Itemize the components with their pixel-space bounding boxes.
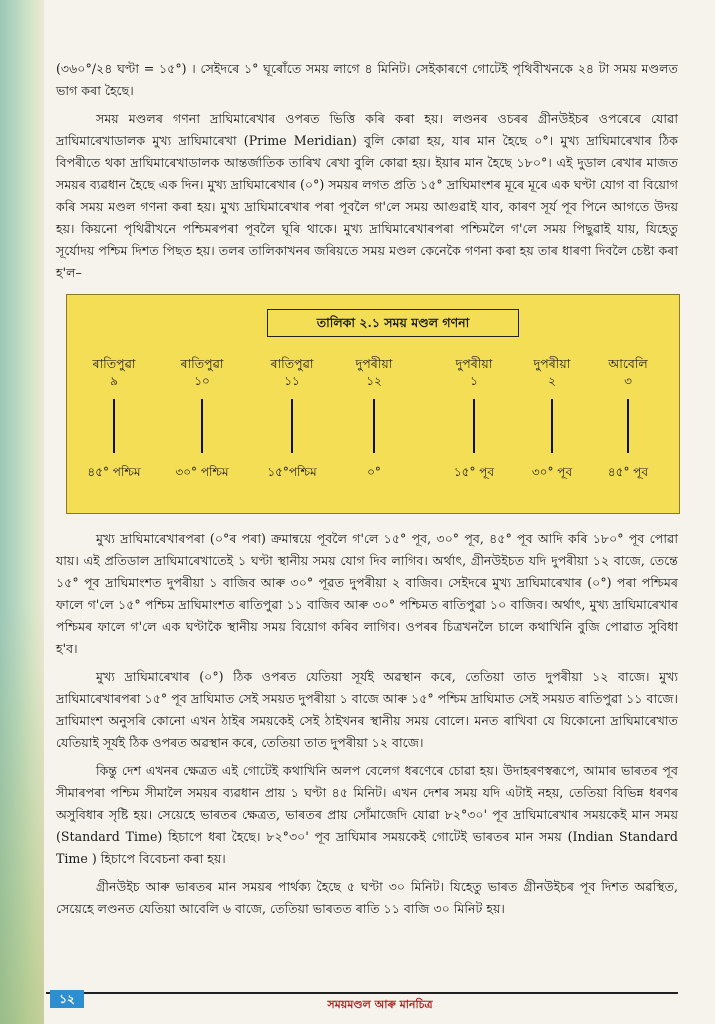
- table-column: [69, 355, 159, 505]
- table-column: [429, 355, 519, 505]
- paragraph-standard-time: কিন্তু দেশ এখনৰ ক্ষেত্ৰত এই গোটেই কথাখিনি অলপ বেলেগ ধৰণেৰে চোৱা হয়। উদাহৰণস্বৰূপে, আমাৰ ভাৰতৰ পূব সীমাৰপৰা পশ্চিম সীমালৈ সময়ৰ ব্যৱধান প্ৰায় ১ ঘণ্টা ৪৫ মিনিট। এখন দেশৰ সময় যদি এটাই নহয়, তেতিয়া বিভিন্ন ধৰণৰ অসুবিধাৰ সৃষ্টি হয়। সেয়েহে ভাৰতৰ ক্ষেত্ৰত, ভাৰতৰ প্ৰায় সোঁমাজেদি যোৱা ৮২°৩০' পূব দ্ৰাঘিমাৰেখাৰ সময়কেই মান সময় (Standard Time) হিচাপে ধৰা হৈছে। ৮২°৩০' পূব দ্ৰাঘিমাৰ সময়কেই গোটেই ভাৰতৰ মান সময় (Indian Standard Time ) হিচাপে বিবেচনা কৰা হয়।: [56, 763, 678, 866]
- column-degree: ৩০° পশ্চিম: [175, 465, 229, 479]
- column-hour: ২: [548, 374, 556, 388]
- table-column: [247, 355, 337, 505]
- column-label: দুপৰীয়া: [455, 356, 493, 371]
- paragraph-time-zones: সময় মণ্ডলৰ গণনা দ্ৰাঘিমাৰেখাৰ ওপৰত ভিত্তি কৰি কৰা হয়। লণ্ডনৰ ওচৰৰ গ্ৰীনউইচৰ ওপৰেৰে যোৱা দ্ৰাঘিমাৰেখাডালক মুখ্য দ্ৰাঘিমাৰেখা (Prime Meridian) বুলি কোৱা হয়, যাৰ মান হৈছে ০°। মুখ্য দ্ৰাঘিমাৰেখাৰ ঠিক বিপৰীতে থকা দ্ৰাঘিমাৰেখাডালক আন্তৰ্জাতিক তাৰিখ ৰেখা বুলি কোৱা হয়। ইয়াৰ মান হৈছে ১৮০°। এই দুডাল ৰেখাৰ মাজত সময়ৰ ব্যৱধান হৈছে এক দিন। মুখ্য দ্ৰাঘিমাৰেখাৰ (০°) সময়ৰ লগত প্ৰতি ১৫° দ্ৰাঘিমাংশৰ মূৰে মূৰে এক ঘণ্টা যোগ বা বিয়োগ কৰি সময় মণ্ডল গণনা কৰা হয়। মুখ্য দ্ৰাঘিমাৰেখাৰ পৰা পূবলৈ গ'লে সময় আগুৱাই যাব, কাৰণ সূৰ্য পূব পিনে আগতে উদয় হয়। কিয়নো পৃথিৱীখনে পশ্চিমৰপৰা পূবলৈ ঘূৰি থাকে। মুখ্য দ্ৰাঘিমাৰেখাৰপৰা পশ্চিমলৈ গ'লে সময় পিছুৱাই যায়, যিহেতু সূৰ্যোদয় পশ্চিম দিশত পিছত হয়। তলৰ তালিকাখনৰ জৰিয়তে সময় মণ্ডল কেনেকৈ গণনা কৰা হয় তাৰ ধাৰণা দিবলৈ চেষ্টা কৰা হ'ল–: [56, 111, 679, 280]
- meridian-line: [473, 399, 475, 453]
- paragraph-local-time: মুখ্য দ্ৰাঘিমাৰেখাৰ (০°) ঠিক ওপৰত যেতিয়া সূৰ্যই অৱস্থান কৰে, তেতিয়া তাত দুপৰীয়া ১২ বাজে। মুখ্য দ্ৰাঘিমাৰেখাৰপৰা ১৫° পূব দ্ৰাঘিমাত সেই সময়ত দুপৰীয়া ১ বাজে আৰু ১৫° পশ্চিম দ্ৰাঘিমাত সেই সময়ত ৰাতিপুৱা ১১ বাজে। দ্ৰাঘিমাংশ অনুসৰি কোনো এখন ঠাইৰ সময়কেই সেই ঠাইখনৰ স্থানীয় সময় বোলে। মনত ৰাখিবা যে যিকোনো দ্ৰাঘিমাৰেখাত যেতিয়াই সূৰ্যই ঠিক ওপৰত অৱস্থান কৰে, তেতিয়া তাত দুপৰীয়া ১২ বাজে।: [56, 669, 678, 750]
- column-label: ৰাতিপুৱা: [180, 356, 224, 371]
- column-hour: ১২: [366, 374, 382, 388]
- table-title: তালিকা ২.১ সময় মণ্ডল গণনা: [267, 309, 519, 337]
- column-hour: ৩: [624, 374, 632, 388]
- paragraph-ist-difference: গ্ৰীনউইচ আৰু ভাৰতৰ মান সময়ৰ পাৰ্থক্য হৈছে ৫ ঘণ্টা ৩০ মিনিট। যিহেতু ভাৰত গ্ৰীনউইচৰ পূব দিশত অৱস্থিত, সেয়েহে লণ্ডনত যেতিয়া আবেলি ৬ বাজে, তেতিয়া ভাৰতত ৰাতি ১১ বাজি ৩০ মিনিট হয়।: [56, 879, 678, 916]
- meridian-line: [373, 399, 375, 453]
- table-column: [583, 355, 673, 505]
- book-spine-edge: [0, 0, 44, 1024]
- column-hour: ১: [470, 374, 478, 388]
- time-zone-table: [66, 294, 680, 514]
- table-column: [329, 355, 419, 505]
- paragraph-east-west: মুখ্য দ্ৰাঘিমাৰেখাৰপৰা (০°ৰ পৰা) ক্ৰমান্বয়ে পূবলৈ গ'লে ১৫° পূব, ৩০° পূব, ৪৫° পূব আদি কৰি ১৮০° পূব পোৱা যায়। এই প্ৰতিডাল দ্ৰাঘিমাৰেখাতেই ১ ঘণ্টা স্থানীয় সময় যোগ দিব লাগিব। অৰ্থাৎ, গ্ৰীনউইচত যদি দুপৰীয়া ১২ বাজে, তেন্তে ১৫° পূব দ্ৰাঘিমাংশত দুপৰীয়া ১ বাজিব আৰু ৩০° পূৱত দুপৰীয়া ২ বাজিব। সেইদৰে মুখ্য দ্ৰাঘিমাৰেখাৰ (০°) পৰা পশ্চিমৰ ফালে গ'লে ১৫° পশ্চিম দ্ৰাঘিমাংশত ৰাতিপুৱা ১১ বাজিব আৰু ৩০° পশ্চিমত ৰাতিপুৱা ১০ বাজিব। অৰ্থাৎ, মুখ্য দ্ৰাঘিমাৰেখাৰ পশ্চিমৰ ফালে গ'লে এক ঘণ্টাকৈ স্থানীয় সময় বিয়োগ কৰিব লাগিব। ওপৰৰ চিত্ৰখনলৈ চালে কথাখিনি বুজি পোৱাত সুবিধা হ'ব।: [56, 531, 678, 656]
- meridian-line: [291, 399, 293, 453]
- meridian-line: [113, 399, 115, 453]
- column-hour: ১০: [194, 374, 210, 388]
- page-number: ১২: [50, 990, 84, 1008]
- column-label: আবেলি: [608, 356, 648, 371]
- meridian-line: [201, 399, 203, 453]
- paragraph-intro: (৩৬০°/২৪ ঘণ্টা = ১৫°) । সেইদৰে ১° ঘূৰোঁতে সময় লাগে ৪ মিনিট। সেইকাৰণে গোটেই পৃথিবীখনকে ২৪ টা সময় মণ্ডলত ভাগ কৰা হৈছে।: [56, 61, 678, 98]
- column-degree: ১৫°পশ্চিম: [267, 465, 317, 479]
- column-label: দুপৰীয়া: [355, 356, 393, 371]
- running-title: সময়মণ্ডল আৰু মানচিত্ৰ: [327, 998, 433, 1011]
- column-degree: ৪৫° পশ্চিম: [87, 465, 141, 479]
- column-degree: ১৫° পূব: [453, 465, 495, 479]
- column-label: ৰাতিপুৱা: [270, 356, 314, 371]
- meridian-line: [551, 399, 553, 453]
- column-label: দুপৰীয়া: [533, 356, 571, 371]
- column-degree: ৩০° পূব: [531, 465, 573, 479]
- column-degree: ৪৫° পূব: [607, 465, 649, 479]
- meridian-line: [627, 399, 629, 453]
- column-label: ৰাতিপুৱা: [92, 356, 136, 371]
- column-hour: ৯: [110, 374, 118, 388]
- column-degree: ০°: [367, 465, 381, 479]
- table-column: [157, 355, 247, 505]
- footer-divider: [46, 992, 678, 994]
- column-hour: ১১: [284, 374, 300, 388]
- page-body: [56, 58, 678, 926]
